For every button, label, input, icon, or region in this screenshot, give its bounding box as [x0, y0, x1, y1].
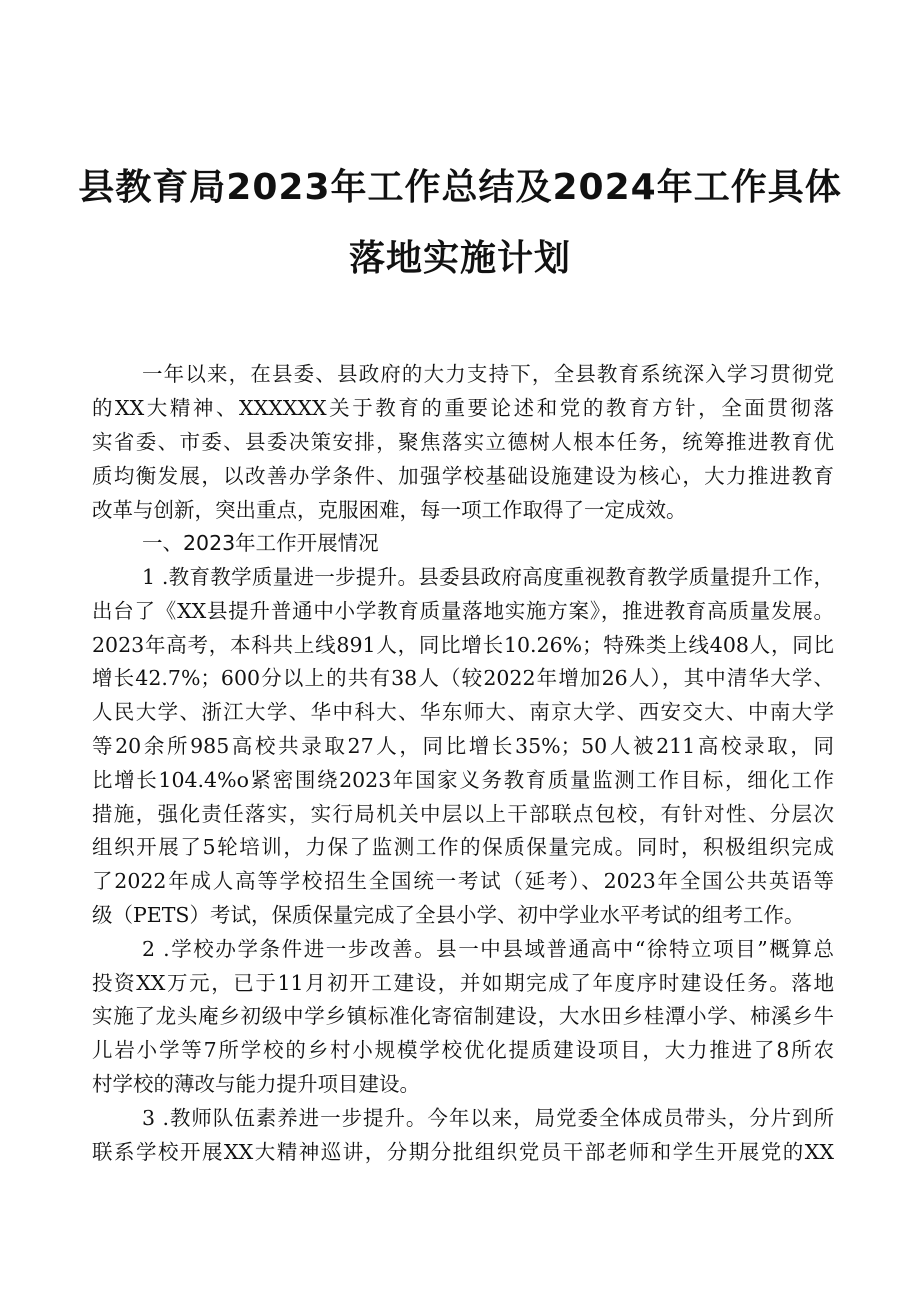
- body-line: 联系学校开展XX大精神巡讲，分期分批组织党员干部老师和学生开展党的XX: [92, 1140, 834, 1164]
- body-line: 人民大学、浙江大学、华中科大、华东师大、南京大学、西安交大、中南大学: [92, 700, 834, 724]
- body-line: 实施了龙头庵乡初级中学乡镇标准化寄宿制建设，大水田乡桂潭小学、柿溪乡牛: [92, 1004, 834, 1028]
- document-title-line-2: 落地实施计划: [348, 238, 571, 279]
- body-line: 比增长104.4%o紧密围绕2023年国家义务教育质量监测工作目标，细化工作: [92, 768, 834, 792]
- body-line: 的XX大精神、XXXXXX关于教育的重要论述和党的教育方针，全面贯彻落: [92, 396, 834, 420]
- body-line: 级（PETS）考试，保质保量完成了全县小学、初中学业水平考试的组考工作。: [92, 903, 805, 927]
- body-line: 2 .学校办学条件进一步改善。县一中县域普通高中“徐特立项目”概算总: [142, 937, 834, 961]
- body-line: 措施，强化责任落实，实行局机关中层以上干部联点包校，有针对性、分层次: [92, 802, 834, 826]
- body-line: 组织开展了5轮培训，力保了监测工作的保质保量完成。同时，积极组织完成: [92, 835, 834, 859]
- body-line: 儿岩小学等7所学校的乡村小规模学校优化提质建设项目，大力推进了8所农: [92, 1038, 834, 1062]
- body-line: 2023年高考，本科共上线891人，同比增长10.26%；特殊类上线408人，同比: [92, 633, 834, 657]
- body-line: 村学校的薄改与能力提升项目建设。: [92, 1072, 420, 1096]
- body-line: 3 .教师队伍素养进一步提升。今年以来，局党委全体成员带头，分片到所: [142, 1106, 834, 1130]
- body-line: 改革与创新，突出重点，克服困难，每一项工作取得了一定成效。: [92, 498, 687, 522]
- body-line: 了2022年成人高等学校招生全国统一考试（延考）、2023年全国公共英语等: [92, 869, 834, 893]
- body-line: 一年以来，在县委、县政府的大力支持下，全县教育系统深入学习贯彻党: [142, 362, 834, 386]
- document-title-line-1: 县教育局2023年工作总结及2024年工作具体: [78, 167, 842, 208]
- body-line: 投资XX万元，已于11月初开工建设，并如期完成了年度序时建设任务。落地: [92, 971, 834, 995]
- section-heading: 一、2023年工作开展情况: [142, 531, 379, 555]
- body-line: 等20余所985高校共录取27人，同比增长35%；50人被211高校录取，同: [92, 734, 834, 758]
- body-line: 出台了《XX县提升普通中小学教育质量落地实施方案》，推进教育高质量发展。: [92, 599, 834, 623]
- body-line: 1 .教育教学质量进一步提升。县委县政府高度重视教育教学质量提升工作，: [142, 565, 834, 589]
- body-line: 实省委、市委、县委决策安排，聚焦落实立德树人根本任务，统筹推进教育优: [92, 430, 834, 454]
- body-line: 质均衡发展，以改善办学条件、加强学校基础设施建设为核心，大力推进教育: [92, 464, 834, 488]
- body-line: 增长42.7%；600分以上的共有38人（较2022年增加26人），其中清华大学、: [92, 666, 834, 690]
